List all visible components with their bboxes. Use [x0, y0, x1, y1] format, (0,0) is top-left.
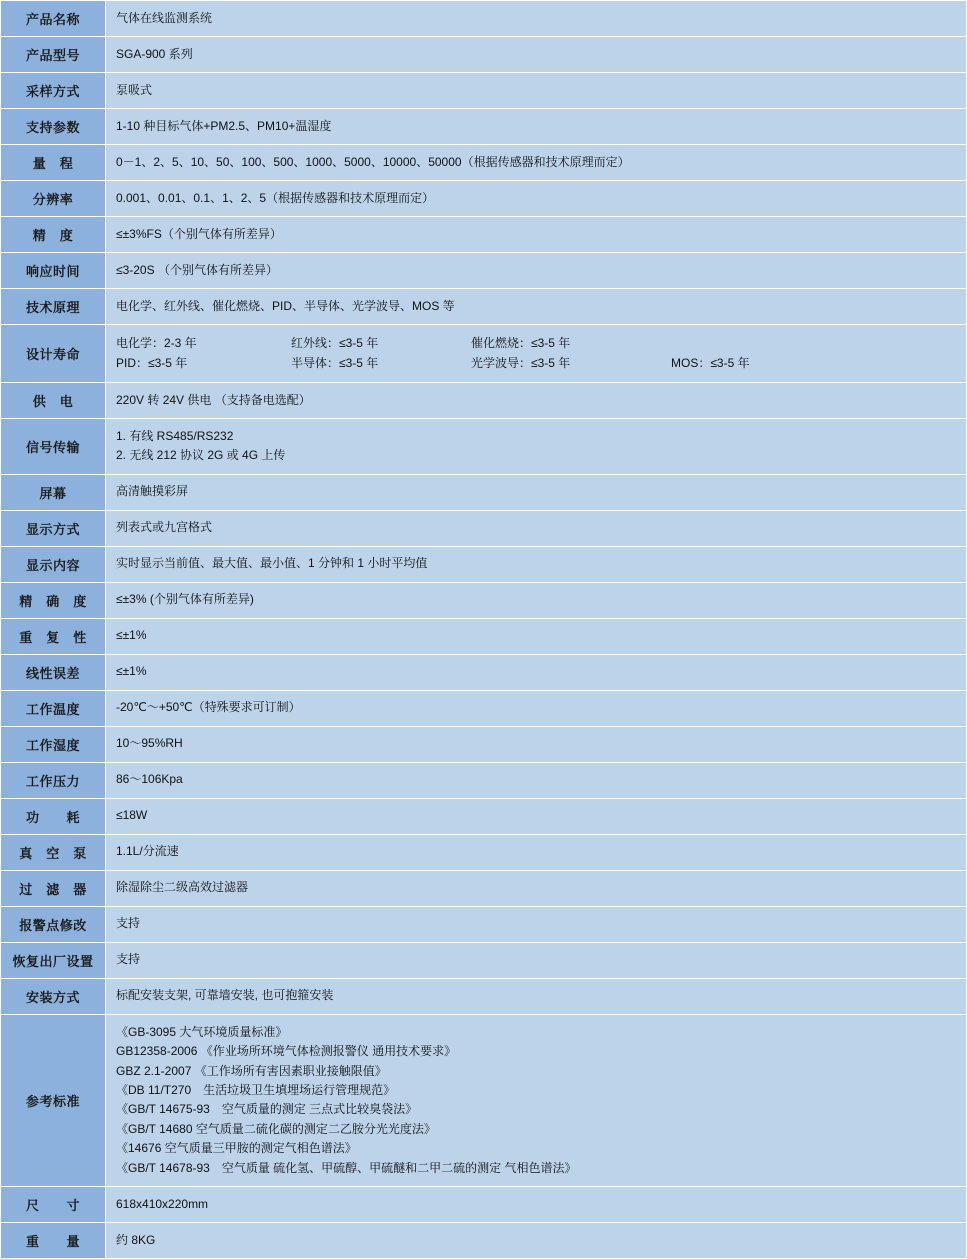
- spec-value: 高清触摸彩屏: [106, 474, 967, 510]
- spec-label: 恢复出厂设置: [1, 942, 106, 978]
- spec-label: 线性误差: [1, 654, 106, 690]
- spec-label: 屏幕: [1, 474, 106, 510]
- spec-label: 真 空 泵: [1, 834, 106, 870]
- spec-label: 重 量: [1, 1223, 106, 1259]
- table-row: [1, 1, 967, 37]
- spec-value-grid-cell: MOS：≤3-5 年: [671, 356, 750, 371]
- table-row: [1, 726, 967, 762]
- table-row: [1, 546, 967, 582]
- spec-value-grid-row: [116, 333, 956, 353]
- spec-value: 1.1L/分流速: [106, 834, 967, 870]
- table-row: [1, 510, 967, 546]
- spec-value: 0－1、2、5、10、50、100、500、1000、5000、10000、50000（根据传感器和技术原理而定）: [106, 145, 967, 181]
- table-row: [1, 418, 967, 474]
- spec-value: 泵吸式: [106, 73, 967, 109]
- spec-value: 约 8KG: [106, 1223, 967, 1259]
- spec-label: 尺 寸: [1, 1187, 106, 1223]
- table-row: [1, 582, 967, 618]
- spec-value-line: 《GB-3095 大气环境质量标准》: [116, 1024, 288, 1039]
- spec-value: 支持: [106, 906, 967, 942]
- spec-value: 列表式或九宫格式: [106, 510, 967, 546]
- spec-value: 气体在线监测系统: [106, 1, 967, 37]
- spec-label: 供 电: [1, 382, 106, 418]
- spec-label: 精 确 度: [1, 582, 106, 618]
- spec-value: ≤18W: [106, 798, 967, 834]
- spec-value: 10～95%RH: [106, 726, 967, 762]
- spec-value: [106, 325, 967, 383]
- spec-table-body: [1, 1, 967, 1259]
- table-row: [1, 325, 967, 383]
- table-row: [1, 690, 967, 726]
- spec-value-line: 2. 无线 212 协议 2G 或 4G 上传: [116, 448, 286, 463]
- spec-label: 产品型号: [1, 37, 106, 73]
- spec-label: 显示方式: [1, 510, 106, 546]
- table-row: [1, 73, 967, 109]
- spec-value-grid-cell: 红外线：≤3-5 年: [291, 336, 379, 350]
- spec-value-lines: [116, 1023, 956, 1179]
- table-row: [1, 37, 967, 73]
- spec-label: 支持参数: [1, 109, 106, 145]
- spec-label: 工作温度: [1, 690, 106, 726]
- table-row: [1, 978, 967, 1014]
- spec-value-grid-cell: 电化学：2-3 年: [116, 336, 197, 350]
- spec-label: 分辨率: [1, 181, 106, 217]
- spec-value-grid-cell: PID：≤3-5 年: [116, 356, 188, 371]
- spec-value: [106, 418, 967, 474]
- spec-value: 618x410x220mm: [106, 1187, 967, 1223]
- spec-value: 除湿除尘二级高效过滤器: [106, 870, 967, 906]
- spec-label: 设计寿命: [1, 325, 106, 383]
- spec-value: 1-10 种目标气体+PM2.5、PM10+温湿度: [106, 109, 967, 145]
- spec-value-grid-cell: 半导体：≤3-5 年: [291, 356, 379, 371]
- table-row: [1, 1223, 967, 1259]
- table-row: [1, 798, 967, 834]
- spec-value-line: 1. 有线 RS485/RS232: [116, 428, 234, 443]
- spec-value: 实时显示当前值、最大值、最小值、1 分钟和 1 小时平均值: [106, 546, 967, 582]
- table-row: [1, 474, 967, 510]
- spec-value-lines: [116, 427, 956, 466]
- spec-value: 电化学、红外线、催化燃烧、PID、半导体、光学波导、MOS 等: [106, 289, 967, 325]
- spec-value: SGA-900 系列: [106, 37, 967, 73]
- spec-value-line: 《GB/T 14675-93 空气质量的测定 三点式比较臭袋法》: [116, 1102, 418, 1117]
- table-row: [1, 942, 967, 978]
- table-row: [1, 217, 967, 253]
- spec-value-grid-row: [116, 353, 956, 373]
- table-row: [1, 289, 967, 325]
- spec-value-line: 《GB/T 14678-93 空气质量 硫化氢、甲硫醇、甲硫醚和二甲二硫的测定 气相色谱法》: [116, 1160, 577, 1175]
- spec-value-line: 《DB 11/T270 生活垃圾卫生填埋场运行管理规范》: [116, 1082, 396, 1097]
- spec-value-line: 《GB/T 14680 空气质量二硫化碳的测定二乙胺分光光度法》: [116, 1121, 436, 1136]
- table-row: [1, 1014, 967, 1187]
- table-row: [1, 1187, 967, 1223]
- spec-value: ≤±3% (个别气体有所差异): [106, 582, 967, 618]
- table-row: [1, 181, 967, 217]
- spec-label: 信号传输: [1, 418, 106, 474]
- table-row: [1, 834, 967, 870]
- spec-value-line: GB12358-2006 《作业场所环境气体检测报警仪 通用技术要求》: [116, 1044, 457, 1059]
- spec-label: 响应时间: [1, 253, 106, 289]
- spec-label: 采样方式: [1, 73, 106, 109]
- spec-value-grid-cell: 光学波导：≤3-5 年: [471, 356, 571, 371]
- spec-label: 技术原理: [1, 289, 106, 325]
- spec-value-grid-cell: 催化燃烧：≤3-5 年: [471, 336, 571, 350]
- spec-value: ≤3-20S （个别气体有所差异）: [106, 253, 967, 289]
- spec-value: ≤±3%FS（个别气体有所差异）: [106, 217, 967, 253]
- spec-value: 0.001、0.01、0.1、1、2、5（根据传感器和技术原理而定）: [106, 181, 967, 217]
- spec-value: [106, 1014, 967, 1187]
- spec-value: -20℃～+50℃（特殊要求可订制）: [106, 690, 967, 726]
- spec-label: 工作湿度: [1, 726, 106, 762]
- spec-value: 支持: [106, 942, 967, 978]
- spec-value: 86～106Kpa: [106, 762, 967, 798]
- spec-label: 重 复 性: [1, 618, 106, 654]
- spec-label: 量 程: [1, 145, 106, 181]
- spec-value: 220V 转 24V 供电 （支持备电选配）: [106, 382, 967, 418]
- table-row: [1, 382, 967, 418]
- spec-label: 显示内容: [1, 546, 106, 582]
- spec-value: 标配安装支架, 可靠墙安装, 也可抱箍安装: [106, 978, 967, 1014]
- spec-label: 安装方式: [1, 978, 106, 1014]
- spec-value-line: 《14676 空气质量三甲胺的测定气相色谱法》: [116, 1141, 357, 1156]
- spec-label: 参考标准: [1, 1014, 106, 1187]
- table-row: [1, 906, 967, 942]
- table-row: [1, 109, 967, 145]
- spec-label: 精 度: [1, 217, 106, 253]
- spec-label: 功 耗: [1, 798, 106, 834]
- spec-label: 报警点修改: [1, 906, 106, 942]
- table-row: [1, 762, 967, 798]
- table-row: [1, 870, 967, 906]
- spec-label: 过 滤 器: [1, 870, 106, 906]
- spec-value: ≤±1%: [106, 618, 967, 654]
- spec-value-grid: [116, 333, 956, 374]
- table-row: [1, 145, 967, 181]
- spec-label: 产品名称: [1, 1, 106, 37]
- spec-label: 工作压力: [1, 762, 106, 798]
- table-row: [1, 618, 967, 654]
- spec-value: ≤±1%: [106, 654, 967, 690]
- table-row: [1, 253, 967, 289]
- table-row: [1, 654, 967, 690]
- spec-value-line: GBZ 2.1-2007 《工作场所有害因素职业接触限值》: [116, 1063, 387, 1078]
